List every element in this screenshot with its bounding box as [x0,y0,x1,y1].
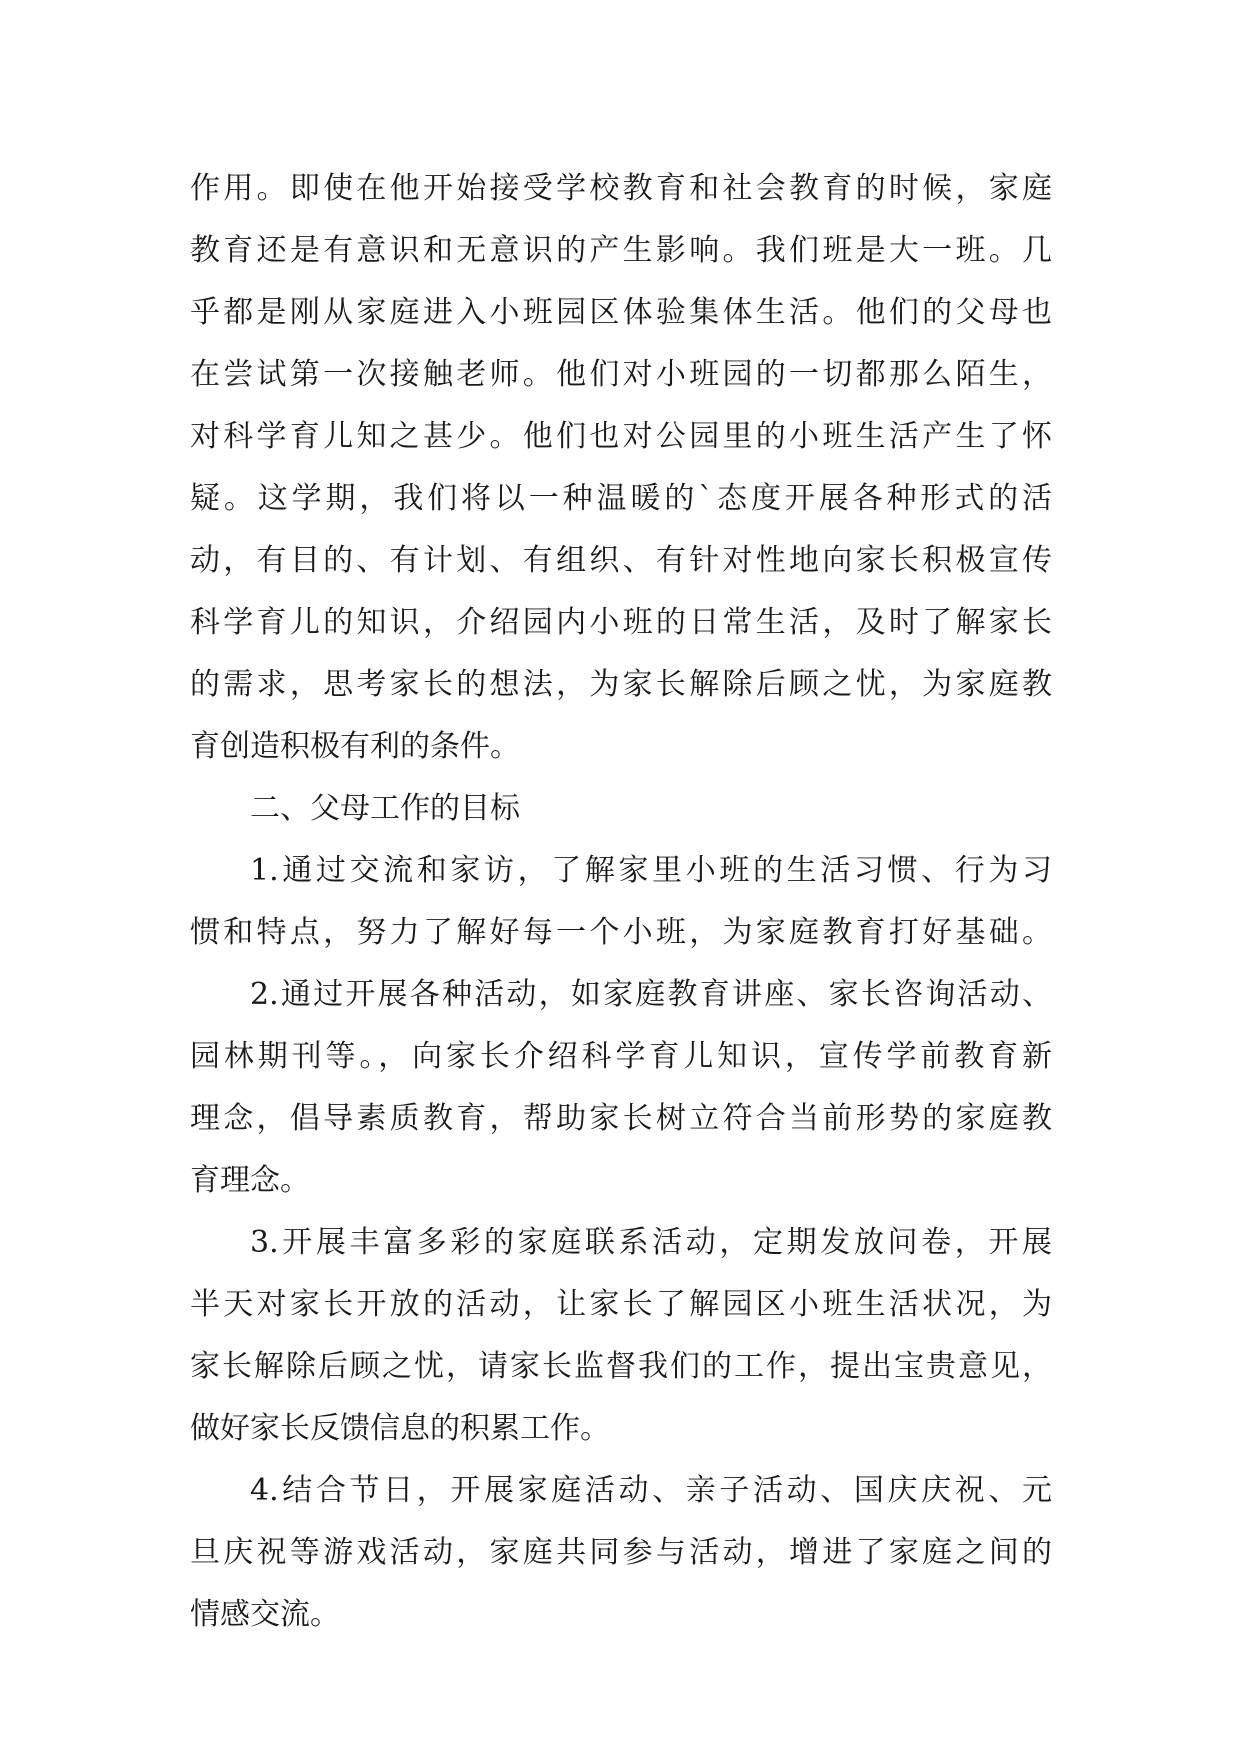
list-item-line: 4.结合节日，开展家庭活动、亲子活动、国庆庆祝、元 [250,1473,1052,1508]
paragraph-line: 科学育儿的知识，介绍园内小班的日常生活，及时了解家长 [190,605,1052,640]
list-item-line: 情感交流。 [190,1597,340,1632]
document-body [190,158,1052,1646]
paragraph-line: 乎都是刚从家庭进入小班园区体验集体生活。他们的父母也 [190,295,1052,330]
paragraph-line: 动，有目的、有计划、有组织、有针对性地向家长积极宣传 [190,543,1052,578]
list-item-line: 惯和特点，努力了解好每一个小班，为家庭教育打好基础。 [190,915,1052,950]
list-item-line: 半天对家长开放的活动，让家长了解园区小班生活状况，为 [190,1287,1052,1322]
list-item-line: 理念，倡导素质教育，帮助家长树立符合当前形势的家庭教 [190,1101,1052,1136]
paragraph-line: 教育还是有意识和无意识的产生影响。我们班是大一班。几 [190,233,1052,268]
paragraph-line: 作用。即使在他开始接受学校教育和社会教育的时候，家庭 [190,171,1052,206]
paragraph-line: 疑。这学期，我们将以一种温暖的`态度开展各种形式的活 [190,481,1052,516]
paragraph-line: 育创造积极有利的条件。 [190,729,520,764]
paragraph-line: 的需求，思考家长的想法，为家长解除后顾之忧，为家庭教 [190,667,1052,702]
list-item-line: 家长解除后顾之忧，请家长监督我们的工作，提出宝贵意见， [190,1349,1052,1384]
list-item-line: 旦庆祝等游戏活动，家庭共同参与活动，增进了家庭之间的 [190,1535,1052,1570]
list-item-line: 做好家长反馈信息的积累工作。 [190,1411,610,1446]
list-item-line: 育理念。 [190,1163,310,1198]
list-item-line: 2.通过开展各种活动，如家庭教育讲座、家长咨询活动、 [250,977,1052,1012]
section-heading: 二、父母工作的目标 [250,791,520,826]
list-item-line: 园林期刊等。，向家长介绍科学育儿知识，宣传学前教育新 [190,1039,1052,1074]
list-item-line: 1.通过交流和家访，了解家里小班的生活习惯、行为习 [250,853,1052,888]
paragraph-line: 在尝试第一次接触老师。他们对小班园的一切都那么陌生， [190,357,1052,392]
list-item-line: 3.开展丰富多彩的家庭联系活动，定期发放问卷，开展 [250,1225,1052,1260]
paragraph-line: 对科学育儿知之甚少。他们也对公园里的小班生活产生了怀 [190,419,1052,454]
